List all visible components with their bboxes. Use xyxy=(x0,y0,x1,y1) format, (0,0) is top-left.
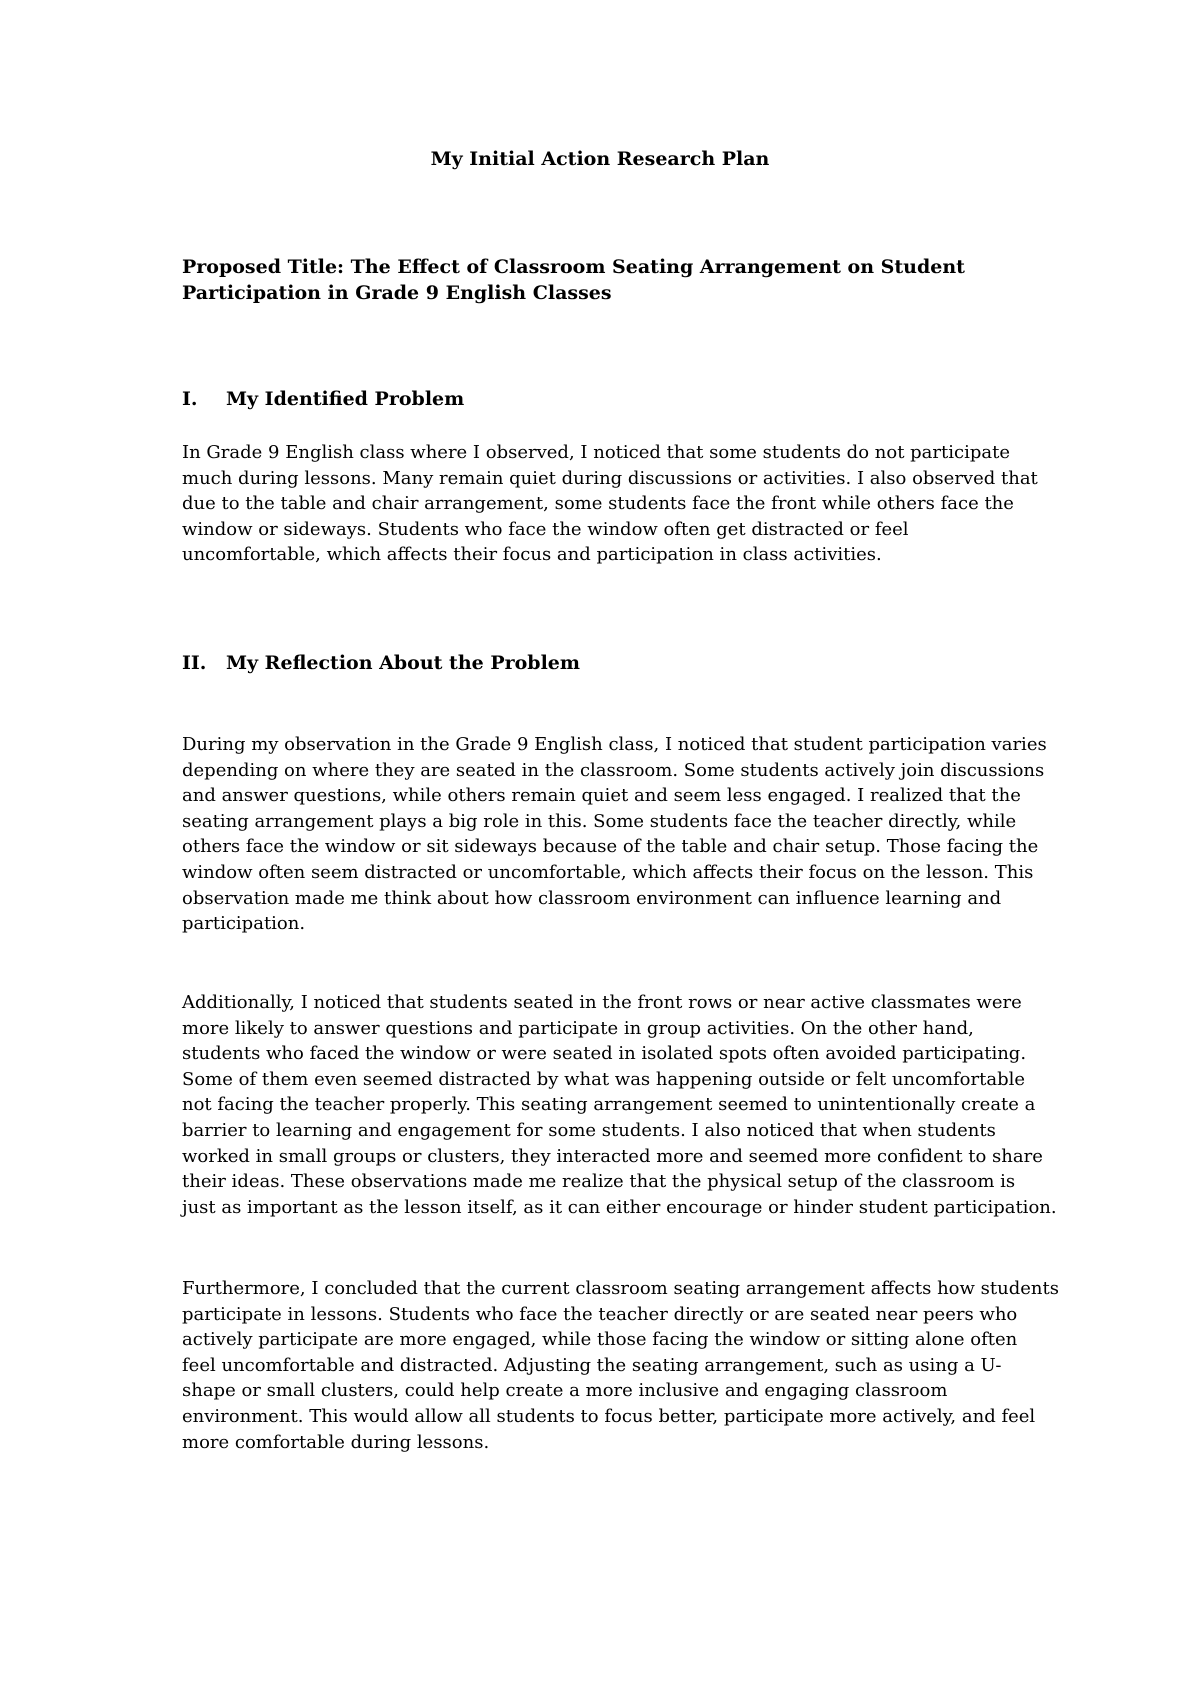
text-line: window or sideways. Students who face the window often get distracted or feel xyxy=(182,518,909,540)
text-line: shape or small clusters, could help create a more inclusive and engaging classroom xyxy=(182,1380,948,1402)
text-line: just as important as the lesson itself, as it can either encourage or hinder student participation. xyxy=(182,1196,1057,1218)
text-line: During my observation in the Grade 9 English class, I noticed that student participation varies xyxy=(182,734,1047,755)
text-line: others face the window or sit sideways because of the table and chair setup. Those facing the xyxy=(182,836,1039,858)
text-line: due to the table and chair arrangement, some students face the front while others face the xyxy=(182,493,1014,515)
section-heading-reflection xyxy=(182,650,1042,676)
text-line: participate in lessons. Students who face the teacher directly or are seated near peers who xyxy=(182,1303,1018,1325)
text-line: seating arrangement plays a big role in this. Some students face the teacher directly, while xyxy=(182,810,1017,832)
text-line: and answer questions, while others remain quiet and seem less engaged. I realized that the xyxy=(182,785,1021,807)
paragraph-reflection-2 xyxy=(182,990,1057,1220)
text-line: participation. xyxy=(182,913,306,935)
text-line: Some of them even seemed distracted by what was happening outside or felt uncomfortable xyxy=(182,1068,1026,1090)
section-heading-text: My Identified Problem xyxy=(226,388,465,410)
text-line: their ideas. These observations made me realize that the physical setup of the classroom is xyxy=(182,1171,1016,1193)
text-line: uncomfortable, which affects their focus and participation in class activities. xyxy=(182,544,882,566)
section-heading-text: My Reflection About the Problem xyxy=(226,652,580,674)
text-line: feel uncomfortable and distracted. Adjusting the seating arrangement, such as using a U- xyxy=(182,1354,1002,1376)
text-line: actively participate are more engaged, while those facing the window or sitting alone often xyxy=(182,1329,1018,1351)
section-heading-identified-problem xyxy=(182,386,1042,412)
text-line: environment. This would allow all students to focus better, participate more actively, and feel xyxy=(182,1405,1036,1427)
text-line: observation made me think about how classroom environment can influence learning and xyxy=(182,887,1002,909)
text-line: barrier to learning and engagement for some students. I also noticed that when students xyxy=(182,1119,996,1141)
proposed-title: Proposed Title: The Effect of Classroom Seating Arrangement on Student Participation in Grade 9 English Classes xyxy=(182,256,965,304)
paragraph-reflection-3 xyxy=(182,1276,1059,1455)
text-line: more likely to answer questions and participate in group activities. On the other hand, xyxy=(182,1017,974,1039)
paragraph-identified-problem xyxy=(182,440,1042,568)
text-line: students who faced the window or were seated in isolated spots often avoided participating. xyxy=(182,1043,1027,1065)
text-line: In Grade 9 English class where I observed, I noticed that some students do not participate xyxy=(182,442,1010,463)
text-line: worked in small groups or clusters, they interacted more and seemed more confident to share xyxy=(182,1145,1043,1167)
document-title: My Initial Action Research Plan xyxy=(430,148,770,170)
text-line: window often seem distracted or uncomfortable, which affects their focus on the lesson. This xyxy=(182,861,1034,883)
text-line: more comfortable during lessons. xyxy=(182,1431,490,1453)
section-number: II. xyxy=(182,652,207,674)
text-line: much during lessons. Many remain quiet during discussions or activities. I also observed that xyxy=(182,467,1038,489)
section-number: I. xyxy=(182,388,198,410)
text-line: Additionally, I noticed that students seated in the front rows or near active classmates were xyxy=(182,992,1022,1013)
paragraph-reflection-1 xyxy=(182,732,1047,937)
text-line: Furthermore, I concluded that the current classroom seating arrangement affects how students xyxy=(182,1278,1059,1299)
text-line: depending on where they are seated in the classroom. Some students actively join discussions xyxy=(182,759,1045,781)
text-line: not facing the teacher properly. This seating arrangement seemed to unintentionally create a xyxy=(182,1094,1036,1116)
